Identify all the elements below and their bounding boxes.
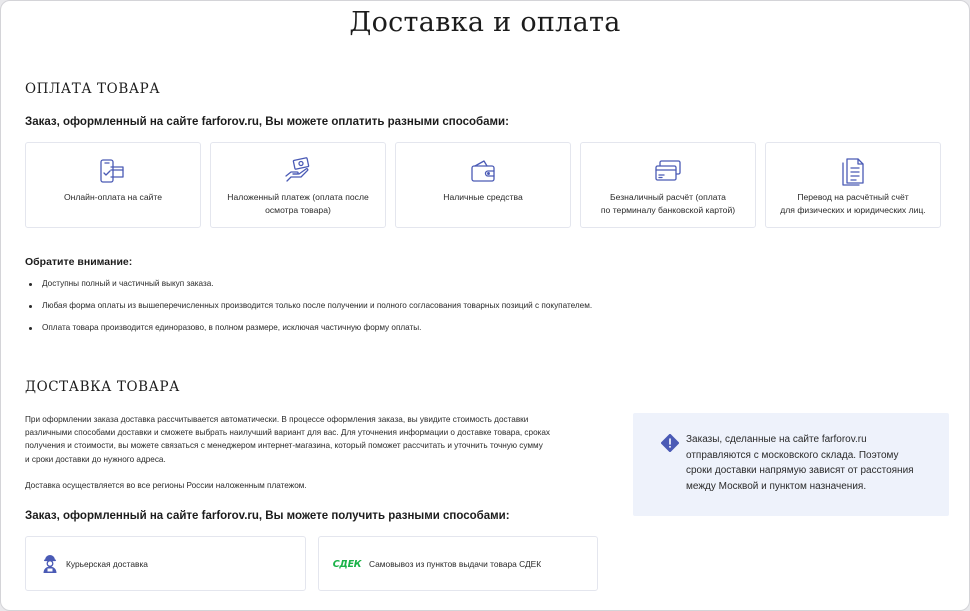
courier-icon xyxy=(39,554,61,574)
wallet-icon xyxy=(468,156,498,186)
delivery-regions-text: Доставка осуществляется во все регионы России наложенным платежом. xyxy=(25,481,307,490)
note-list xyxy=(29,273,592,339)
payment-method-label: Перевод на расчётный счёт для физических и юридических лиц. xyxy=(780,192,926,215)
warning-icon xyxy=(661,434,679,452)
delivery-option-label: Самовывоз из пунктов выдачи товара СДЕК xyxy=(369,559,542,569)
payment-subtitle: Заказ, оформленный на сайте farforov.ru, Вы можете оплатить разными способами: xyxy=(25,116,509,128)
shipping-info-line: между Москвой и пунктом назначения. xyxy=(686,480,867,492)
payment-method-transfer[interactable] xyxy=(765,142,941,228)
note-item: Оплата товара производится единоразово, в полном размере, исключая частичную форму оплаты. xyxy=(29,317,592,339)
note-title: Обратите внимание: xyxy=(25,256,133,268)
hand-money-icon xyxy=(283,156,313,186)
shipping-info-line: сроки доставки напрямую зависят от расстояния xyxy=(686,465,914,476)
payment-method-label: Безналичный расчёт (оплата по терминалу банковской картой) xyxy=(600,192,736,215)
shipping-info-box xyxy=(633,413,949,516)
shipping-info-line: Заказы, сделанные на сайте farforov.ru xyxy=(686,434,867,445)
delivery-option-label: Курьерская доставка xyxy=(66,559,148,569)
delivery-section-title: ДОСТАВКА ТОВАРА xyxy=(25,379,181,395)
payment-section-title: ОПЛАТА ТОВАРА xyxy=(25,81,161,97)
delivery-description-line: При оформлении заказа доставка рассчитывается автоматически. В процессе оформления заказа, вы увидите стоимость доставки xyxy=(25,415,529,424)
delivery-description-line: получения и стоимости, вы можете связаться с менеджером интернет-магазина, который поможет рассчитать и уточнить точную сумму xyxy=(25,441,543,451)
payment-method-online[interactable] xyxy=(25,142,201,228)
phone-payment-icon xyxy=(98,156,128,186)
shipping-info-text xyxy=(686,432,931,494)
delivery-description xyxy=(25,413,605,466)
payment-method-label: Наличные средства xyxy=(443,192,523,202)
page-title: Доставка и оплата xyxy=(349,7,621,38)
note-item: Доступны полный и частичный выкуп заказа. xyxy=(29,273,592,295)
payment-method-card[interactable] xyxy=(580,142,756,228)
payment-methods xyxy=(25,142,941,228)
payment-method-cash-on-delivery[interactable] xyxy=(210,142,386,228)
payment-method-label: Наложенный платеж (оплата после осмотра товара) xyxy=(227,192,369,215)
delivery-subtitle: Заказ, оформленный на сайте farforov.ru, Вы можете получить разными способами: xyxy=(25,510,510,522)
document-icon xyxy=(838,156,868,186)
delivery-option-cdek-pickup[interactable] xyxy=(318,536,598,591)
bank-card-icon xyxy=(653,156,683,186)
delivery-description-line: и сроки доставки до нужного адреса. xyxy=(25,454,166,464)
cdek-logo-icon: СДЕК xyxy=(332,558,362,570)
note-item: Любая форма оплаты из вышеперечисленных производится только после получении и полного согласования товарных позиций с покупателем. xyxy=(29,295,592,317)
delivery-option-courier[interactable] xyxy=(25,536,306,591)
payment-method-label: Онлайн-оплата на сайте xyxy=(63,192,163,202)
shipping-info-line: отправляются с московского склада. Поэтому xyxy=(686,449,899,461)
payment-method-cash[interactable] xyxy=(395,142,571,228)
delivery-description-line: различными способами доставки и сможете выбрать наилучший вариант для вас. Для уточнения информации о доставке товара, сроках xyxy=(25,428,551,438)
